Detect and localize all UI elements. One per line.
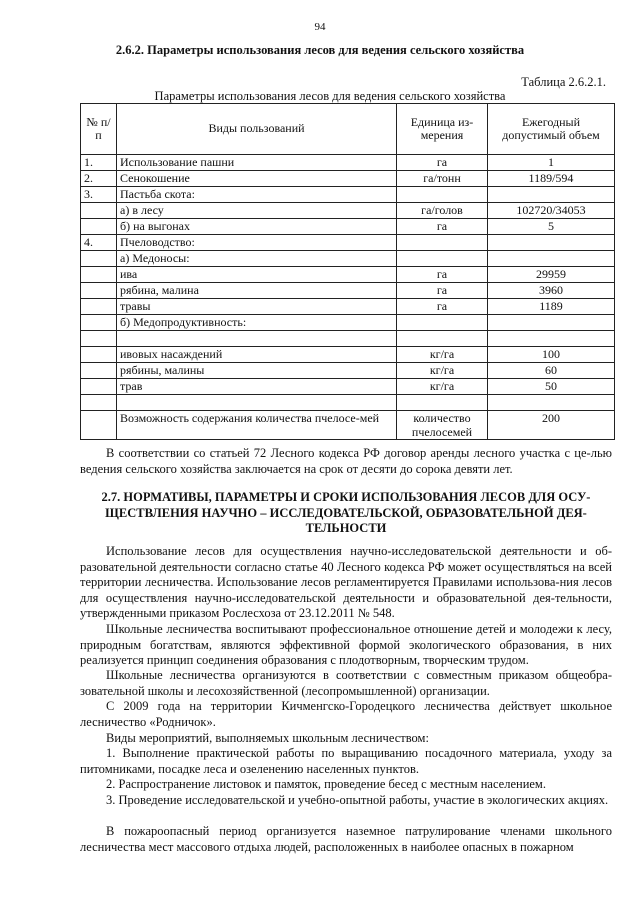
use-type-cell: Использование пашни — [117, 155, 397, 171]
row-number-cell — [81, 219, 117, 235]
row-number-cell — [81, 315, 117, 331]
row-number-cell — [81, 299, 117, 315]
row-number-cell — [81, 347, 117, 363]
unit-cell: кг/га — [397, 379, 488, 395]
volume-cell — [488, 315, 615, 331]
paragraph: Виды мероприятий, выполняемых школьным лесничеством: — [106, 731, 429, 745]
volume-cell — [488, 187, 615, 203]
volume-cell — [488, 395, 615, 411]
unit-cell — [397, 331, 488, 347]
table-caption: Параметры использования лесов для ведения сельского хозяйства — [154, 89, 506, 103]
row-number-cell: 3. — [81, 187, 117, 203]
volume-cell: 102720/34053 — [488, 203, 615, 219]
unit-cell: га — [397, 283, 488, 299]
volume-cell: 100 — [488, 347, 615, 363]
volume-cell: 50 — [488, 379, 615, 395]
unit-cell — [397, 235, 488, 251]
unit-cell: га/голов — [397, 203, 488, 219]
paragraph: С 2009 года на территории Кичменгско-Городецкого лесничества действует школьное лесничество «Родничок». — [80, 699, 612, 729]
unit-cell — [397, 187, 488, 203]
paragraph: В пожароопасный период организуется наземное патрулирование членами школьного лесничества мест массового отдыха людей, расположенных в наиболее опасных в пожарном — [80, 824, 612, 854]
use-type-cell: рябины, малины — [117, 363, 397, 379]
use-type-cell: Сенокошение — [117, 171, 397, 187]
list-item: 1. Выполнение практической работы по выращиванию посадочного материала, уходу за питомниками, посадке леса и озеленению населенных пунктов. — [80, 746, 612, 776]
page-number: 94 — [314, 21, 326, 33]
use-type-cell: Пчеловодство: — [117, 235, 397, 251]
volume-cell: 1 — [488, 155, 615, 171]
table-row — [81, 331, 615, 347]
row-number-cell: 2. — [81, 171, 117, 187]
row-number-cell — [81, 395, 117, 411]
list-item: 2. Распространение листовок и памяток, проведение бесед с местным населением. — [106, 777, 546, 791]
unit-cell — [397, 251, 488, 267]
unit-cell — [397, 315, 488, 331]
use-type-cell: а) Медоносы: — [117, 251, 397, 267]
unit-cell: га — [397, 299, 488, 315]
use-type-cell: Возможность содержания количества пчелосе-мей — [117, 411, 397, 440]
use-type-cell: ива — [117, 267, 397, 283]
unit-cell: количество пчелосемей — [397, 411, 488, 440]
unit-cell: га — [397, 155, 488, 171]
volume-cell: 1189 — [488, 299, 615, 315]
table-label: Таблица 2.6.2.1. — [521, 75, 606, 89]
table-row — [81, 283, 615, 299]
paragraph: Школьные лесничества воспитывают профессиональное отношение детей и молодежи к лесу, природным богатствам, являются эффективной формой экологического образования, в них реализуется принцип соединения образования с плодотворным, творческим трудом. — [80, 622, 612, 667]
row-number-cell — [81, 379, 117, 395]
row-number-cell — [81, 363, 117, 379]
table-row — [81, 267, 615, 283]
unit-cell: га — [397, 267, 488, 283]
volume-cell: 3960 — [488, 283, 615, 299]
header-unit: Единица из-мерения — [397, 104, 488, 155]
table-row — [81, 203, 615, 219]
volume-cell — [488, 251, 615, 267]
paragraph: Использование лесов для осуществления научно-исследовательской деятельности и об-разовательной деятельности согласно статье 40 Лесного кодекса РФ может осуществляться на всей территории лесничества. Использование лесов регламентируется Правилами использова-ния лесов для осуществления научно-исследовательской деятельности и образовательной дея-тельности, утвержденными приказом Рослесхоза от 23.12.2011 № 548. — [80, 544, 612, 620]
table-row — [81, 379, 615, 395]
unit-cell: га/тонн — [397, 171, 488, 187]
row-number-cell — [81, 203, 117, 219]
table-row — [81, 171, 615, 187]
volume-cell — [488, 235, 615, 251]
use-type-cell — [117, 331, 397, 347]
table-row — [81, 395, 615, 411]
use-type-cell: б) на выгонах — [117, 219, 397, 235]
unit-cell — [397, 395, 488, 411]
list-item: 3. Проведение исследовательской и учебно-опытной работы, участие в экологических акциях. — [106, 793, 609, 807]
table-row — [81, 235, 615, 251]
use-type-cell: а) в лесу — [117, 203, 397, 219]
unit-cell: га — [397, 219, 488, 235]
table-row — [81, 411, 615, 440]
table-row — [81, 155, 615, 171]
volume-cell: 5 — [488, 219, 615, 235]
table-row — [81, 251, 615, 267]
parameters-table — [80, 103, 615, 440]
table-row — [81, 347, 615, 363]
row-number-cell — [81, 283, 117, 299]
use-type-cell: б) Медопродуктивность: — [117, 315, 397, 331]
row-number-cell — [81, 267, 117, 283]
use-type-cell: рябина, малина — [117, 283, 397, 299]
row-number-cell: 1. — [81, 155, 117, 171]
table-row — [81, 363, 615, 379]
use-type-cell: трав — [117, 379, 397, 395]
row-number-cell — [81, 411, 117, 440]
table-row — [81, 299, 615, 315]
section-title-2-6-2: 2.6.2. Параметры использования лесов для ведения сельского хозяйства — [115, 43, 525, 57]
table-header-row — [81, 104, 615, 155]
volume-cell: 29959 — [488, 267, 615, 283]
row-number-cell — [81, 251, 117, 267]
paragraph-lease-term: В соответствии со статьей 72 Лесного кодекса РФ договор аренды лесного участка с це-лью ведения сельского хозяйства заключается на срок от десяти до сорока девяти лет. — [80, 446, 612, 476]
use-type-cell: травы — [117, 299, 397, 315]
row-number-cell: 4. — [81, 235, 117, 251]
table-row — [81, 219, 615, 235]
table-row — [81, 315, 615, 331]
use-type-cell — [117, 395, 397, 411]
header-volume: Ежегодный допустимый объем — [488, 104, 615, 155]
row-number-cell — [81, 331, 117, 347]
unit-cell: кг/га — [397, 347, 488, 363]
volume-cell: 200 — [488, 411, 615, 440]
header-use-type: Виды пользований — [117, 104, 397, 155]
section-title-2-7: 2.7. НОРМАТИВЫ, ПАРАМЕТРЫ И СРОКИ ИСПОЛЬЗОВАНИЯ ЛЕСОВ ДЛЯ ОСУ-ЩЕСТВЛЕНИЯ НАУЧНО – ИССЛЕДОВАТЕЛЬСКОЙ, ОБРАЗОВАТЕЛЬНОЙ ДЕЯ-ТЕЛЬНОСТИ — [101, 490, 591, 535]
table-row — [81, 187, 615, 203]
use-type-cell: ивовых насаждений — [117, 347, 397, 363]
paragraph: Школьные лесничества организуются в соответствии с совместным приказом общеобра-зовательной школы и лесохозяйственной (лесопромышленной) организации. — [80, 668, 612, 698]
volume-cell — [488, 331, 615, 347]
header-number: № п/п — [81, 104, 117, 155]
volume-cell: 1189/594 — [488, 171, 615, 187]
volume-cell: 60 — [488, 363, 615, 379]
use-type-cell: Пастьба скота: — [117, 187, 397, 203]
unit-cell: кг/га — [397, 363, 488, 379]
